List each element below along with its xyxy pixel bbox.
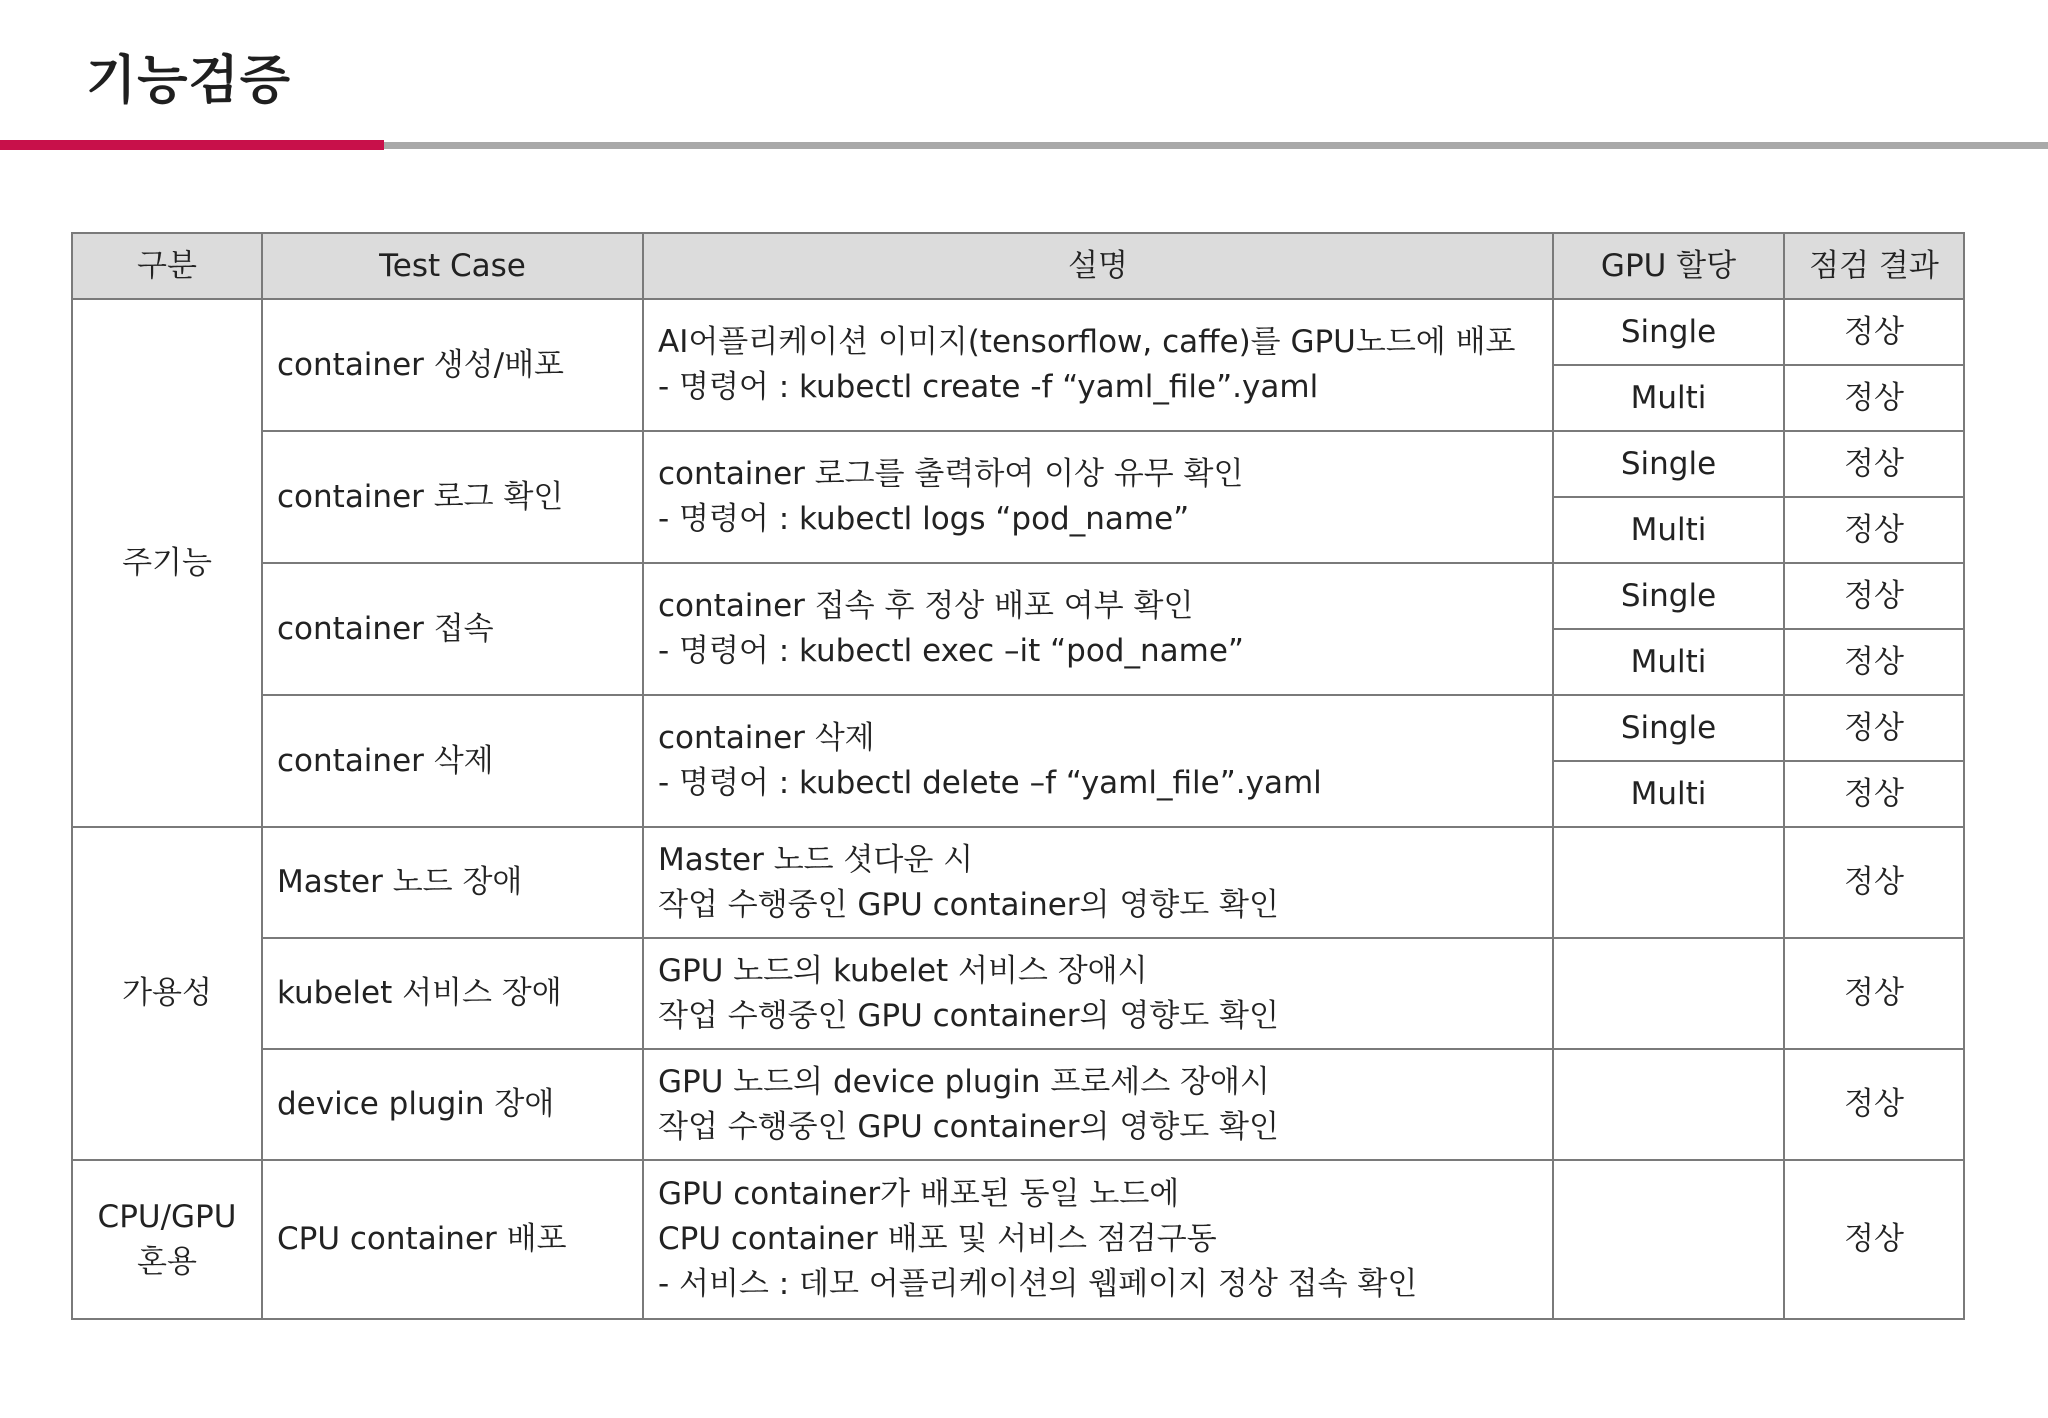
gpu-allocation-cell: Multi xyxy=(1553,497,1784,563)
gpu-allocation-cell: Single xyxy=(1553,431,1784,497)
description-line: container 로그를 출력하여 이상 유무 확인 xyxy=(658,456,1244,493)
description-cell xyxy=(643,938,1553,1049)
test-case-cell: Master 노드 장애 xyxy=(262,827,643,938)
description-cell xyxy=(643,695,1553,827)
table-row xyxy=(72,827,1964,938)
description-cell xyxy=(643,431,1553,563)
result-cell: 정상 xyxy=(1784,365,1964,431)
gpu-allocation-cell xyxy=(1553,938,1784,1049)
test-case-cell: container 생성/배포 xyxy=(262,299,643,431)
description-line: 작업 수행중인 GPU container의 영향도 확인 xyxy=(658,886,1279,923)
description-cell xyxy=(643,1160,1553,1319)
description-line: 작업 수행중인 GPU container의 영향도 확인 xyxy=(658,1108,1279,1145)
result-cell: 정상 xyxy=(1784,563,1964,629)
description-line: 작업 수행중인 GPU container의 영향도 확인 xyxy=(658,997,1279,1034)
description-line: GPU 노드의 device plugin 프로세스 장애시 xyxy=(658,1063,1270,1100)
table-row xyxy=(72,1160,1964,1319)
test-case-cell: container 접속 xyxy=(262,563,643,695)
result-cell: 정상 xyxy=(1784,761,1964,827)
description-line: - 명령어 : kubectl create -f “yaml_file”.yaml xyxy=(658,369,1319,405)
description-cell xyxy=(643,299,1553,431)
result-cell: 정상 xyxy=(1784,1049,1964,1160)
description-line: GPU container가 배포된 동일 노드에 xyxy=(658,1176,1180,1213)
result-cell: 정상 xyxy=(1784,827,1964,938)
description-cell xyxy=(643,827,1553,938)
gpu-allocation-cell: Single xyxy=(1553,695,1784,761)
category-cell: 주기능 xyxy=(72,299,262,827)
title-underline-accent xyxy=(0,140,384,150)
category-cell: 가용성 xyxy=(72,827,262,1160)
header-description: 설명 xyxy=(643,233,1553,299)
result-cell: 정상 xyxy=(1784,938,1964,1049)
table-row xyxy=(72,299,1964,365)
gpu-allocation-cell xyxy=(1553,827,1784,938)
test-case-cell: container 삭제 xyxy=(262,695,643,827)
gpu-allocation-cell: Multi xyxy=(1553,629,1784,695)
description-line: container 삭제 xyxy=(658,720,875,757)
table-row xyxy=(72,563,1964,629)
header-gpu-allocation: GPU 할당 xyxy=(1553,233,1784,299)
gpu-allocation-cell xyxy=(1553,1160,1784,1319)
table-header-row xyxy=(72,233,1964,299)
gpu-allocation-cell: Single xyxy=(1553,563,1784,629)
result-cell: 정상 xyxy=(1784,497,1964,563)
category-line: CPU/GPU xyxy=(97,1198,237,1235)
gpu-allocation-cell: Single xyxy=(1553,299,1784,365)
result-cell: 정상 xyxy=(1784,431,1964,497)
gpu-allocation-cell: Multi xyxy=(1553,365,1784,431)
description-line: - 명령어 : kubectl delete –f “yaml_file”.yaml xyxy=(658,765,1322,801)
table-row xyxy=(72,431,1964,497)
gpu-allocation-cell: Multi xyxy=(1553,761,1784,827)
table-row xyxy=(72,695,1964,761)
description-cell xyxy=(643,1049,1553,1160)
table-row xyxy=(72,1049,1964,1160)
description-line: - 서비스 : 데모 어플리케이션의 웹페이지 정상 접속 확인 xyxy=(658,1265,1418,1302)
category-cell xyxy=(72,1160,262,1319)
verification-table xyxy=(71,232,1965,1320)
description-line: container 접속 후 정상 배포 여부 확인 xyxy=(658,588,1194,625)
result-cell: 정상 xyxy=(1784,695,1964,761)
gpu-allocation-cell xyxy=(1553,1049,1784,1160)
page-title: 기능검증 xyxy=(86,51,291,111)
test-case-cell: CPU container 배포 xyxy=(262,1160,643,1319)
header-check-result: 점검 결과 xyxy=(1784,233,1964,299)
header-category: 구분 xyxy=(72,233,262,299)
category-line: 혼용 xyxy=(137,1243,197,1280)
result-cell: 정상 xyxy=(1784,299,1964,365)
result-cell: 정상 xyxy=(1784,629,1964,695)
test-case-cell: device plugin 장애 xyxy=(262,1049,643,1160)
table-row xyxy=(72,938,1964,1049)
header-test-case: Test Case xyxy=(262,233,643,299)
description-line: CPU container 배포 및 서비스 점검구동 xyxy=(658,1221,1217,1258)
description-cell xyxy=(643,563,1553,695)
description-line: GPU 노드의 kubelet 서비스 장애시 xyxy=(658,952,1148,989)
title-underline-rule xyxy=(384,142,2048,149)
test-case-cell: container 로그 확인 xyxy=(262,431,643,563)
test-case-cell: kubelet 서비스 장애 xyxy=(262,938,643,1049)
description-line: - 명령어 : kubectl logs “pod_name” xyxy=(658,501,1190,537)
result-cell: 정상 xyxy=(1784,1160,1964,1319)
description-line: Master 노드 셧다운 시 xyxy=(658,841,974,878)
description-line: - 명령어 : kubectl exec –it “pod_name” xyxy=(658,633,1244,669)
description-line: AI어플리케이션 이미지(tensorflow, caffe)를 GPU노드에 배포 xyxy=(658,324,1516,361)
